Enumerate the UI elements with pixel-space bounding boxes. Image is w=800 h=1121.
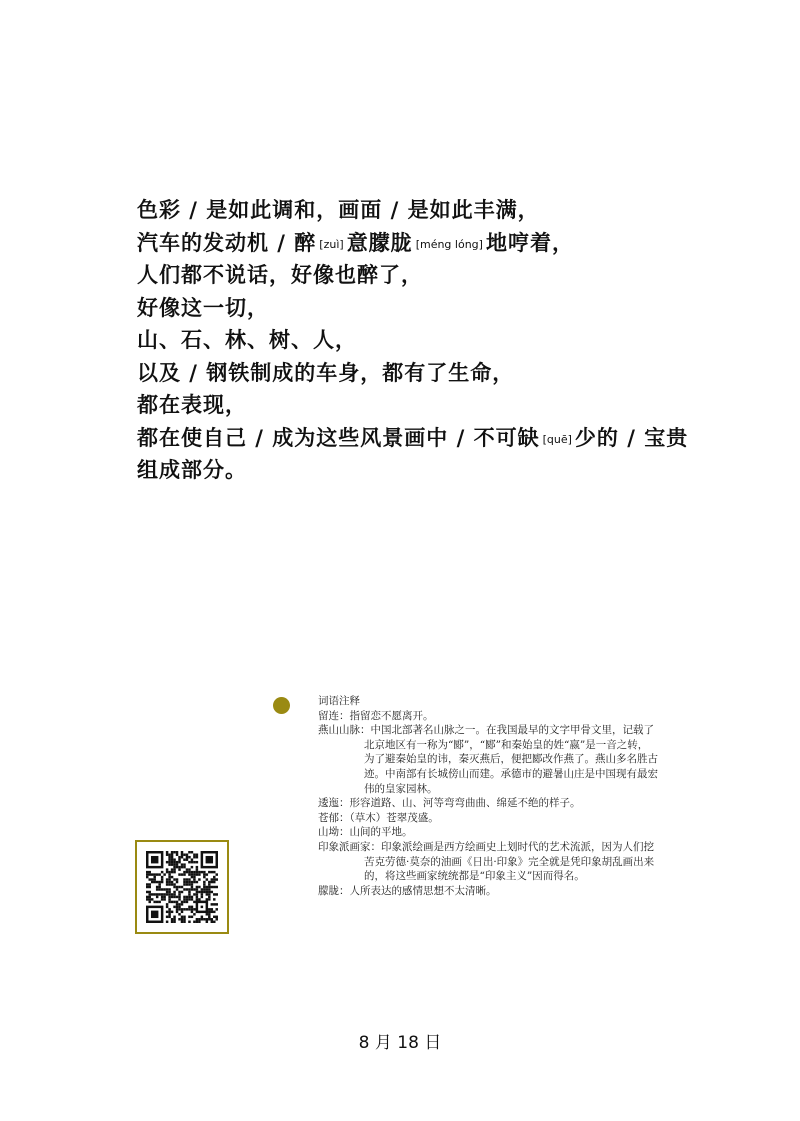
poem-segment: 组成部分。 — [137, 457, 247, 482]
glossary-entry — [318, 825, 658, 840]
poem-segment: 都在使自己 / 成为这些风景画中 / 不可缺 — [137, 424, 540, 450]
poem-segment: 以及 / 钢铁制成的车身，都有了生命， — [137, 359, 515, 385]
bullet-dot — [273, 697, 290, 714]
glossary-definition: 人所表达的感情思想不太清晰。 — [349, 884, 497, 897]
poem-line — [137, 357, 677, 390]
glossary-definition: （草木）苍翠茂盛。 — [349, 811, 439, 824]
pinyin-annotation: [zuì] — [319, 237, 344, 251]
glossary-term: 逶迤： — [318, 797, 350, 810]
glossary-definition: 山间的平地。 — [349, 826, 413, 839]
poem-line — [137, 324, 677, 357]
poem-text — [137, 194, 689, 487]
glossary-entry — [318, 723, 658, 796]
glossary-definition: 印象派绘画是西方绘画史上划时代的艺术流派，因为人们挖苦克劳德·莫奈的油画《日出·印象》完全就是凭印象胡乱画出来的，将这些画家统统都是“印象主义”因而得名。 — [364, 840, 655, 883]
glossary-term: 苍郁： — [318, 811, 350, 824]
poem-line — [137, 227, 677, 260]
qr-code[interactable] — [135, 840, 229, 934]
glossary-entry — [318, 811, 658, 826]
poem-line — [137, 389, 677, 422]
pinyin-annotation: [quē] — [542, 432, 572, 446]
glossary-entry — [318, 840, 658, 884]
poem-segment: 汽车的发动机 / 醉 — [137, 229, 317, 255]
glossary — [318, 694, 658, 898]
poem-segment: 山、石、林、树、人， — [137, 327, 357, 352]
poem-segment: 地哼着， — [485, 229, 574, 255]
poem-line — [137, 194, 677, 227]
poem-segment: 色彩 / 是如此调和，画面 / 是如此丰满， — [137, 197, 540, 222]
glossary-term: 朦胧： — [318, 884, 350, 897]
poem-line — [137, 422, 689, 455]
glossary-term: 印象派画家： — [318, 840, 381, 853]
glossary-term: 山坳： — [318, 826, 350, 839]
poem-line — [137, 292, 677, 325]
pinyin-annotation: [méng lóng] — [415, 237, 483, 251]
glossary-entry — [318, 709, 658, 724]
date-footer: 8 月 18 日 — [358, 1033, 442, 1053]
glossary-definition: 形容道路、山、河等弯弯曲曲、绵延不绝的样子。 — [349, 797, 581, 810]
glossary-definition: 指留恋不愿离开。 — [349, 709, 434, 722]
poem-segment: 好像这一切， — [137, 294, 269, 320]
glossary-term: 燕山山脉： — [318, 724, 371, 737]
poem-segment: 都在表现， — [137, 392, 247, 417]
glossary-term: 留连： — [318, 709, 350, 722]
glossary-entry — [318, 796, 658, 811]
poem-line — [137, 454, 677, 487]
qr-code-icon — [146, 851, 218, 923]
poem-segment: 人们都不说话，好像也醉了， — [137, 262, 423, 287]
poem-segment: 少的 / 宝贵 — [574, 424, 689, 450]
poem-segment: 意朦胧 — [346, 229, 413, 255]
poem-line — [137, 259, 677, 292]
glossary-entry — [318, 884, 658, 899]
glossary-title: 词语注释 — [318, 695, 360, 707]
glossary-definition: 中国北部著名山脉之一。在我国最早的文字甲骨文里，记载了北京地区有一称为“郾”，“郾”和秦始皇的姓“嬴”是一音之转，为了避秦始皇的讳，秦灭燕后，便把郾改作燕了。燕山多名胜古迹。中南部有长城傍山而建。承德市的避暑山庄是中国现有最宏伟的皇家园林。 — [364, 724, 658, 795]
